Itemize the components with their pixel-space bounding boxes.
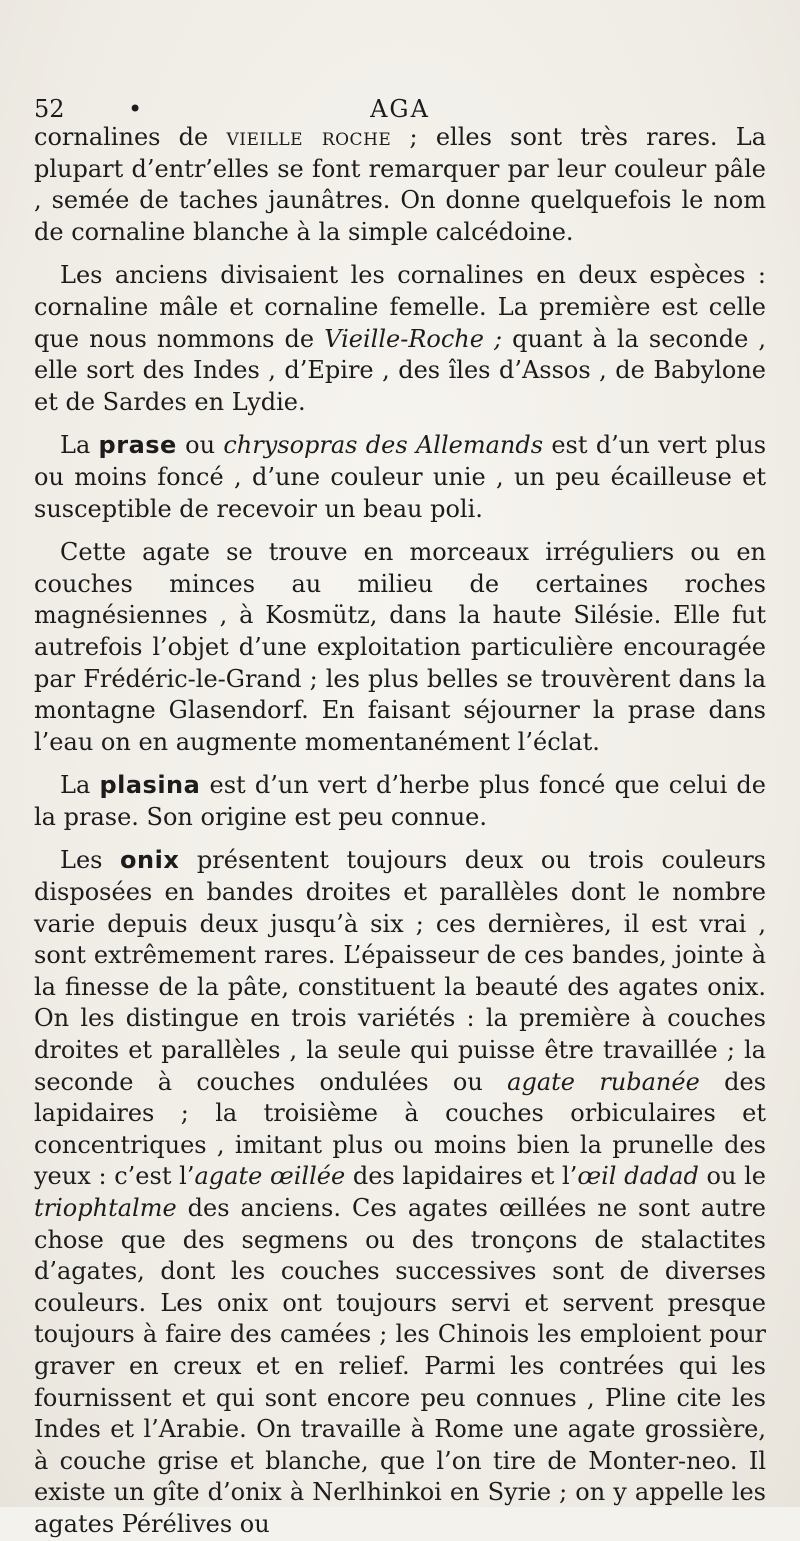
paragraph-anciens	[34, 260, 766, 418]
italic-term: agate œillée	[194, 1162, 346, 1191]
bold-term-plasina: plasina	[99, 771, 201, 800]
text-run: ; elles sont très rares. La plupart d’entr’elles se font remarquer par leur couleur pâle , semée de taches jaunâtres. On donne quelquefois le nom de cornaline blanche à la simple calcédoine.	[34, 123, 767, 246]
text-run: des anciens. Ces agates œillées ne sont autre chose que des segmens ou des tronçons de stalactites d’agates, dont les couches successives sont de diverses couleurs. Les onix ont toujours servi et servent presque toujours à faire des camées ; les Chinois les emploient pour graver en creux et en relief. Parmi les contrées qui les fournissent et qui sont encore peu connues , Pline cite les Indes et l’Arabie. On travaille à Rome une agate grossière, à couche grise et blanche, que l’on tire de Monter-neo. Il existe un gîte d’onix à Nerlhinkoi en Syrie ; on y appelle les agates Pérélives ou	[34, 1194, 766, 1538]
italic-term: Vieille-Roche ;	[324, 324, 503, 353]
running-head: AGA	[370, 95, 430, 123]
paragraph-prase	[34, 430, 766, 525]
text-run: La	[60, 431, 99, 460]
paragraph-plasina	[34, 770, 766, 833]
text-run: ou	[176, 431, 224, 460]
text-run: des lapidaires ; la troisième à couches orbiculaires et concentriques , imitant plus ou moins bien la prunelle des yeux : c’est l’	[34, 1067, 767, 1191]
text-run: est d’un vert plus ou moins foncé , d’une couleur unie , un peu écailleuse et susceptible de recevoir un beau poli.	[34, 431, 767, 523]
text-run: quant à la seconde , elle sort des Indes , d’Epire , des îles d’Assos , de Babylone et de Sardes en Lydie.	[34, 324, 767, 416]
italic-term: chrysopras des Allemands	[223, 431, 544, 460]
text-run: présentent toujours deux ou trois couleurs disposées en bandes droites et parallèles dont le nombre varie depuis deux jusqu’à six ; ces dernières, il est vrai , sont extrêmement rares. L’épaisseur de ces bandes, jointe à la finesse de la pâte, constituent la beauté des agates onix. On les distingue en trois variétés : la première à couches droites et parallèles , la seule qui puisse être travaillée ; la seconde à couches ondulées ou	[34, 846, 766, 1096]
page-header	[34, 92, 766, 126]
text-run: est d’un vert d’herbe plus foncé que celui de la prase. Son origine est peu connue.	[34, 771, 766, 831]
text-run: cornalines de	[34, 123, 227, 151]
paragraph-onix	[34, 845, 766, 1540]
bold-term-prase: prase	[98, 431, 177, 460]
header-dot: •	[128, 95, 143, 123]
page-number: 52	[34, 95, 65, 123]
body-text	[34, 122, 766, 1541]
paragraph-cornalines-continued	[34, 122, 766, 248]
text-run: Les anciens divisaient les cornalines en deux espèces : cornaline mâle et cornaline femelle. La première est celle que nous nommons de	[34, 261, 766, 353]
text-run: des lapidaires et l’	[345, 1162, 578, 1191]
text-run: La	[60, 771, 100, 800]
italic-term: triophtalme	[34, 1194, 177, 1222]
text-run: ou le	[698, 1162, 767, 1191]
bold-term-onix: onix	[120, 846, 180, 875]
text-run: Les	[60, 846, 121, 875]
text-run: Cette agate se trouve en morceaux irréguliers ou en couches minces au milieu de certaines roches magnésiennes , à Kosmütz, dans la haute Silésie. Elle fut autrefois l’objet d’une exploitation particulière encouragée par Frédéric-le-Grand ; les plus belles se trouvèrent dans la montagne Glasendorf. En faisant séjourner la prase dans l’eau on en augmente momentanément l’éclat.	[34, 538, 766, 756]
italic-term: agate rubanée	[507, 1067, 700, 1096]
italic-term: œil dadad	[577, 1162, 699, 1191]
small-caps-term: vieille roche	[226, 123, 392, 151]
paragraph-agate-silesie	[34, 537, 766, 758]
